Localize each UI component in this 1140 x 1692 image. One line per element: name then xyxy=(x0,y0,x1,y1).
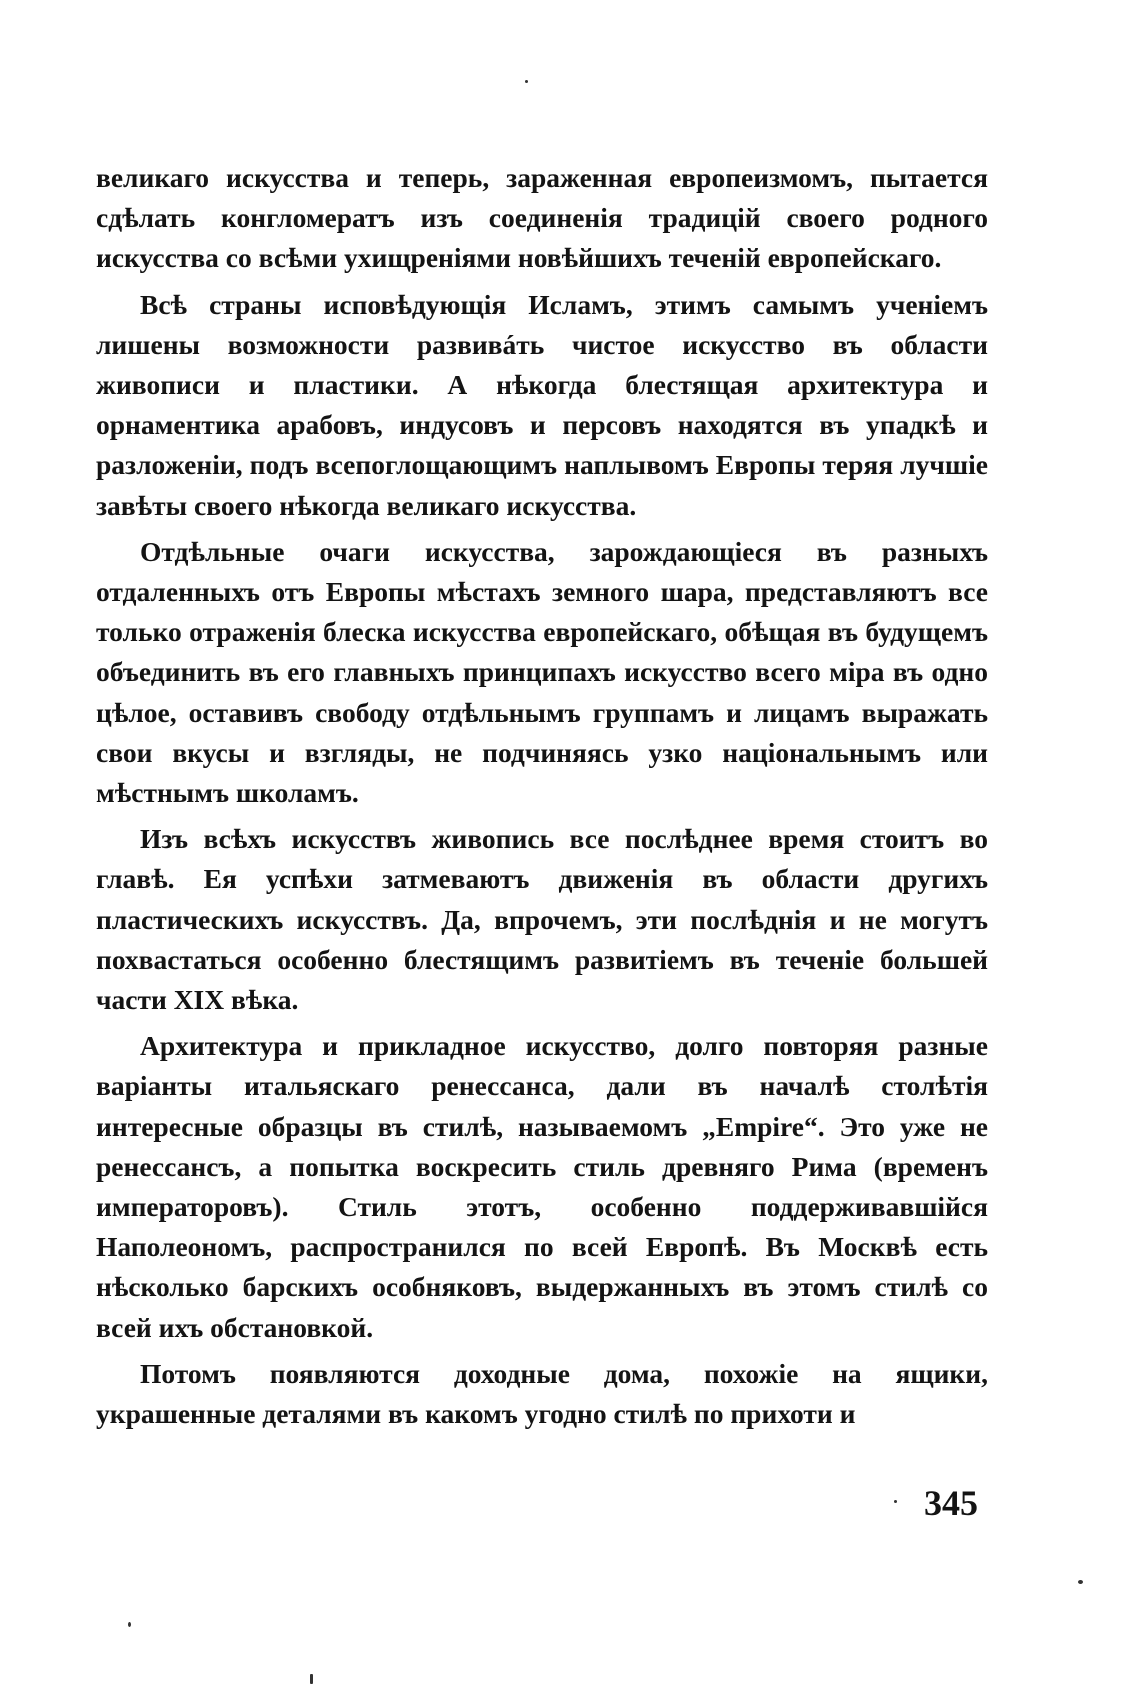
paragraph: Потомъ появляются доходные дома, похожіе на ящики, украшенные деталями въ какомъ угодно стилѣ по прихоти и xyxy=(96,1357,988,1430)
scan-speck xyxy=(1078,1580,1083,1584)
paragraph: Всѣ страны исповѣдующія Исламъ, этимъ самымъ ученіемъ лишены возможности развивáть чистое искусство въ области живописи и пластики. А нѣкогда блестящая архитектура и орнаментика арабовъ, индусовъ и персовъ находятся въ упадкѣ и разложеніи, подъ всепоглощающимъ наплывомъ Европы теряя лучшіе завѣты своего нѣкогда великаго искусства. xyxy=(96,288,988,521)
scan-speck xyxy=(128,1622,131,1627)
page-number: 345 xyxy=(924,1483,978,1523)
paragraph: Отдѣльные очаги искусства, зарождающіеся въ разныхъ отдаленныхъ отъ Европы мѣстахъ земного шара, представляютъ все только отраженія блеска искусства европейскаго, обѣщая въ будущемъ объединить въ его главныхъ принципахъ искусство всего міра въ одно цѣлое, оставивъ свободу отдѣльнымъ группамъ и лицамъ выражать свои вкусы и взгляды, не подчиняясь узко національнымъ или мѣстнымъ школамъ. xyxy=(96,535,988,809)
paragraph: великаго искусства и теперь, зараженная европеизмомъ, пытается сдѣлать конгломератъ изъ соединенія традицій своего родного искусства со всѣми ухищреніями новѣйшихъ теченій европейскаго. xyxy=(96,162,988,274)
scan-speck xyxy=(894,1500,897,1503)
paragraph: Архитектура и прикладное искусство, долго повторяя разные варіанты итальяскаго ренессанса, дали въ началѣ столѣтія интересные образцы въ стилѣ, называемомъ „Empire“. Это уже не ренессансъ, а попытка воскресить стиль древняго Рима (временъ императоровъ). Стиль этотъ, особенно поддерживавшійся Наполеономъ, распространился по всей Европѣ. Въ Москвѣ есть нѣсколько барскихъ особняковъ, выдержанныхъ въ этомъ стилѣ со всей ихъ обстановкой. xyxy=(96,1030,988,1343)
scan-speck xyxy=(310,1674,313,1684)
body-text xyxy=(96,158,988,1440)
paragraph: Изъ всѣхъ искусствъ живопись все послѣднее время стоитъ во главѣ. Ея успѣхи затмеваютъ движенія въ области другихъ пластическихъ искусствъ. Да, впрочемъ, эти послѣднія и не могутъ похвастаться особенно блестящимъ развитіемъ въ теченіе большей части XIX вѣка. xyxy=(96,823,988,1016)
scan-speck xyxy=(525,80,528,83)
